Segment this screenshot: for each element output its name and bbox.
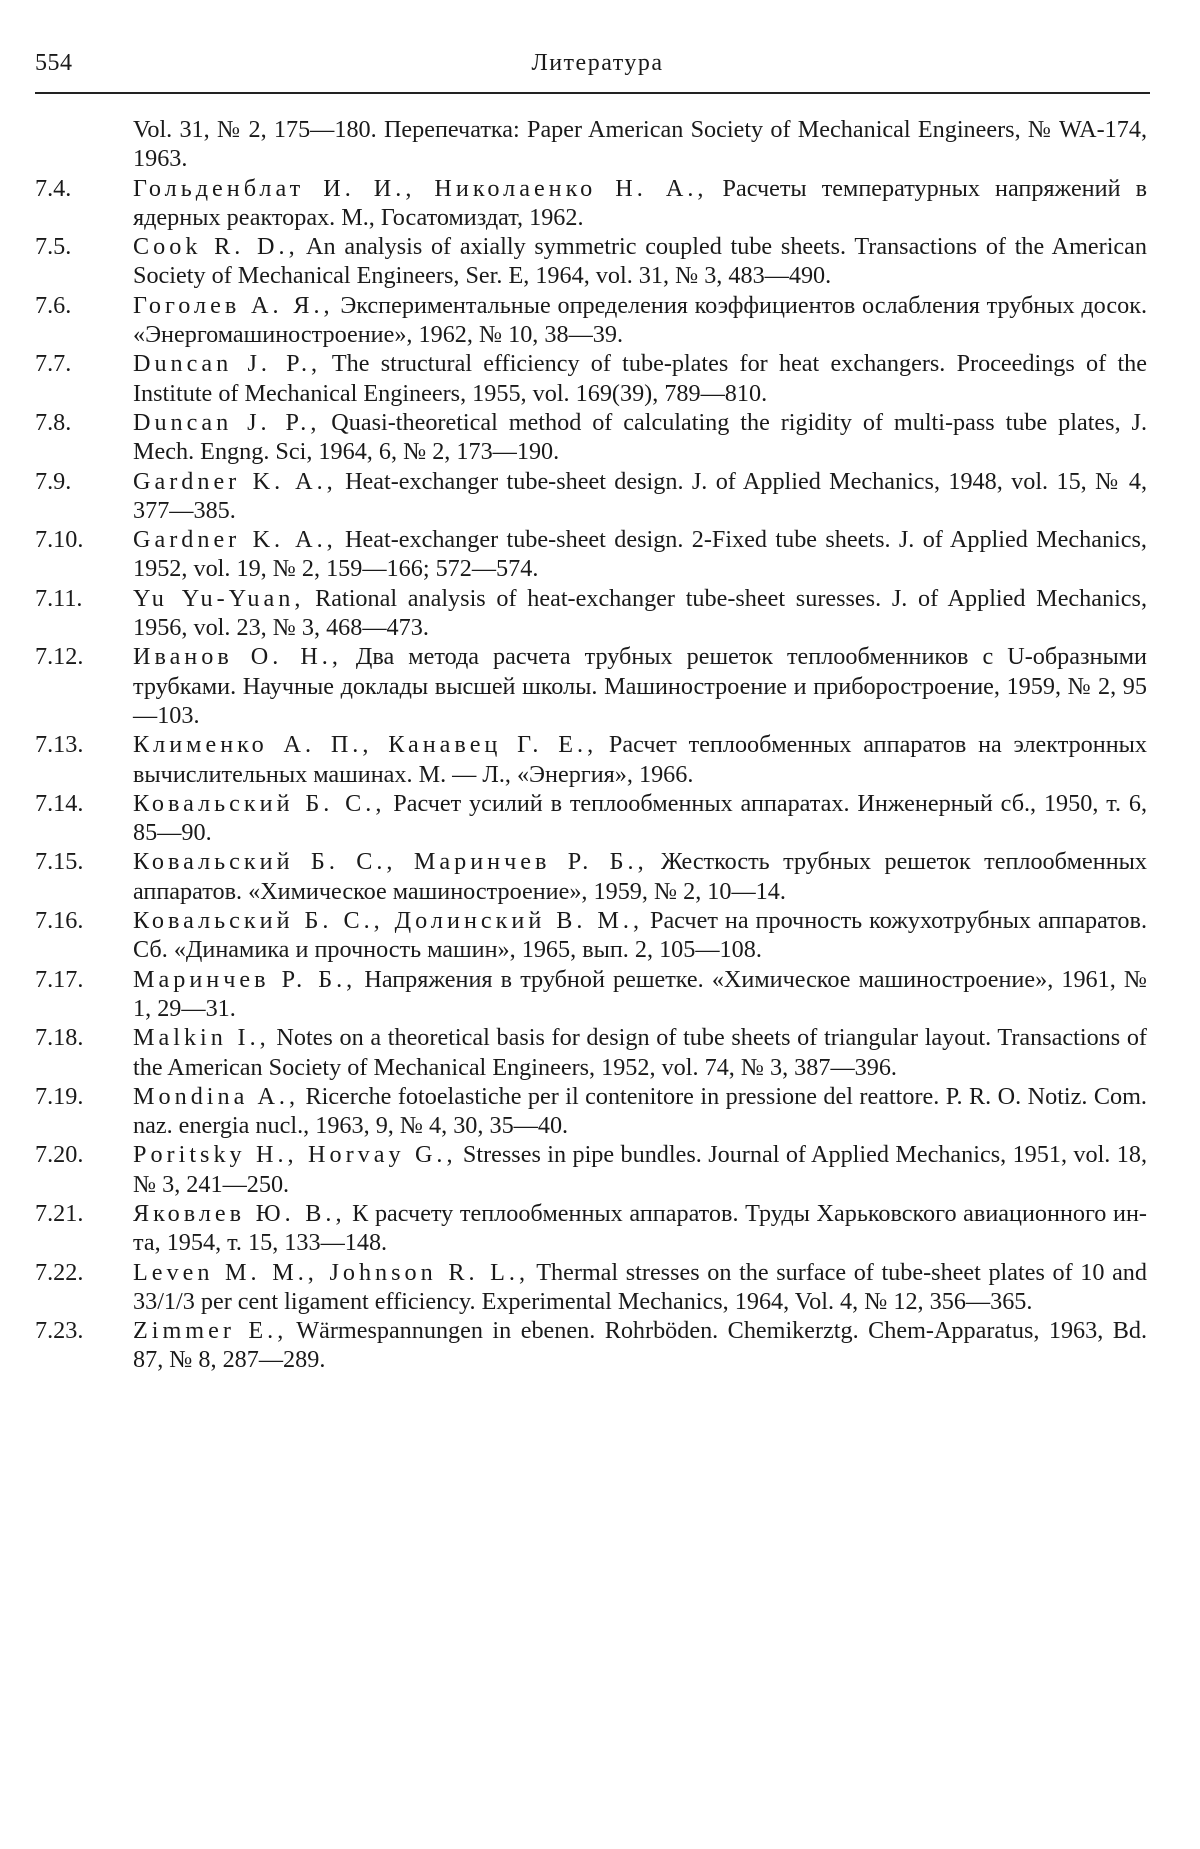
reference-text: К расчету теплообменных аппаратов. Труды Харьковского авиационного ин-та, 1954, т. 15, 133—148. bbox=[133, 1199, 1147, 1257]
reference-list bbox=[35, 115, 1147, 1375]
reference-item bbox=[35, 1023, 1147, 1082]
reference-item bbox=[35, 847, 1147, 906]
reference-item bbox=[35, 642, 1147, 730]
reference-authors: Malkin I., bbox=[133, 1024, 270, 1052]
reference-authors: Gardner K. A., bbox=[133, 467, 337, 495]
reference-item bbox=[35, 1140, 1147, 1199]
reference-number: 7.14. bbox=[35, 789, 84, 817]
header-rule bbox=[35, 92, 1150, 94]
reference-text: Stresses in pipe bundles. Journal of Applied Mechanics, 1951, vol. 18, № 3, 241—250. bbox=[133, 1141, 1147, 1198]
reference-item bbox=[35, 232, 1147, 291]
reference-authors: Cook R. D., bbox=[133, 233, 299, 261]
reference-text: Vol. 31, № 2, 175—180. Перепечатка: Paper American Society of Mechanical Engineers, № WA-174, 1963. bbox=[133, 116, 1147, 173]
reference-text: The structural efficiency of tube-plates for heat exchangers. Proceedings of the Institute of Mechanical Engineers, 1955, vol. 169(39), 789—810. bbox=[133, 350, 1147, 407]
reference-item bbox=[35, 1258, 1147, 1317]
reference-number: 7.16. bbox=[35, 907, 84, 935]
reference-authors: Poritsky H., Horvay G., bbox=[133, 1141, 457, 1169]
reference-text: Heat-exchanger tube-sheet design. J. of Applied Mechanics, 1948, vol. 15, № 4, 377—385. bbox=[133, 467, 1147, 524]
reference-authors: Ковальский Б. С., bbox=[133, 789, 386, 817]
reference-authors: Duncan J. P., bbox=[133, 350, 322, 378]
reference-number: 7.21. bbox=[35, 1199, 84, 1227]
reference-item bbox=[35, 1082, 1147, 1141]
reference-authors: Маринчев Р. Б., bbox=[133, 965, 357, 993]
reference-number: 7.20. bbox=[35, 1141, 84, 1169]
reference-number: 7.9. bbox=[35, 467, 72, 495]
reference-authors: Гоголев А. Я., bbox=[133, 291, 334, 319]
reference-text: Расчеты температурных напряжений в ядерных реакторах. М., Госатомиздат, 1962. bbox=[133, 174, 1147, 231]
reference-number: 7.15. bbox=[35, 848, 84, 876]
reference-authors: Duncan J. P., bbox=[133, 408, 321, 436]
reference-text: Расчет на прочность кожухотрубных аппаратов. Сб. «Динамика и прочность машин», 1965, вып. 2, 105—108. bbox=[133, 907, 1147, 964]
reference-text: Wärmespannungen in ebenen. Rohrböden. Chemikerztg. Chem-Apparatus, 1963, Bd. 87, № 8, 287—289. bbox=[133, 1317, 1148, 1374]
reference-number: 7.8. bbox=[35, 408, 72, 436]
reference-authors: Гольденблат И. И., Николаенко Н. А., bbox=[133, 174, 708, 202]
reference-number: 7.11. bbox=[35, 584, 83, 612]
reference-text: Экспериментальные определения коэффициентов ослабления трубных досок. «Энергомашиностроение», 1962, № 10, 38—39. bbox=[133, 291, 1147, 349]
reference-authors: Иванов О. Н., bbox=[133, 643, 342, 671]
reference-number: 7.18. bbox=[35, 1024, 84, 1052]
reference-authors: Ковальский Б. С., Маринчев Р. Б., bbox=[133, 848, 648, 876]
reference-item bbox=[35, 1199, 1147, 1258]
reference-number: 7.7. bbox=[35, 350, 72, 378]
reference-authors: Mondina A., bbox=[133, 1082, 300, 1110]
reference-text: Два метода расчета трубных решеток теплообменников с U-образными трубками. Научные доклады высшей школы. Машиностроение и приборостроение, 1959, № 2, 95—103. bbox=[133, 643, 1147, 729]
page-header bbox=[35, 50, 1160, 86]
reference-authors: Gardner K. A., bbox=[133, 526, 337, 554]
running-title: Литература bbox=[531, 50, 664, 76]
reference-text: Rational analysis of heat-exchanger tube-sheet suresses. J. of Applied Mechanics, 1956, vol. 23, № 3, 468—473. bbox=[133, 584, 1147, 642]
reference-item bbox=[35, 584, 1147, 643]
reference-number: 7.19. bbox=[35, 1082, 84, 1110]
reference-text: Ricerche fotoelastiche per il contenitore in pressione del reattore. P. R. O. Notiz. Com. naz. energia nucl., 1963, 9, № 4, 30, 35—40. bbox=[133, 1082, 1147, 1140]
reference-number: 7.6. bbox=[35, 291, 72, 319]
reference-authors: Leven M. M., Johnson R. L., bbox=[133, 1258, 530, 1286]
reference-item bbox=[35, 906, 1147, 965]
reference-text: Heat-exchanger tube-sheet design. 2-Fixed tube sheets. J. of Applied Mechanics, 1952, vol. 19, № 2, 159—166; 572—574. bbox=[133, 526, 1147, 583]
reference-text: An analysis of axially symmetric coupled tube sheets. Transactions of the American Society of Mechanical Engineers, Ser. E, 1964, vol. 31, № 3, 483—490. bbox=[133, 233, 1147, 290]
reference-text: Жесткость трубных решеток теплообменных аппаратов. «Химическое машиностроение», 1959, № 2, 10—14. bbox=[133, 848, 1147, 905]
reference-text: Напряжения в трубной решетке. «Химическое машиностроение», 1961, № 1, 29—31. bbox=[133, 965, 1147, 1022]
reference-text: Quasi-theoretical method of calculating the rigidity of multi-pass tube plates, J. Mech. Engng. Sci, 1964, 6, № 2, 173—190. bbox=[133, 408, 1147, 466]
reference-authors: Ковальский Б. С., Долинский В. М., bbox=[133, 907, 644, 935]
reference-item bbox=[35, 525, 1147, 584]
reference-item bbox=[35, 789, 1147, 848]
reference-text: Расчет теплообменных аппаратов на электронных вычислительных машинах. М. — Л., «Энергия», 1966. bbox=[133, 731, 1148, 788]
reference-authors: Яковлев Ю. В., bbox=[133, 1199, 346, 1227]
reference-number: 7.5. bbox=[35, 233, 72, 261]
reference-number: 7.13. bbox=[35, 731, 84, 759]
reference-number: 7.22. bbox=[35, 1258, 84, 1286]
reference-authors: Yu Yu-Yuan, bbox=[133, 584, 305, 612]
reference-authors: Zimmer E., bbox=[133, 1317, 288, 1345]
reference-item bbox=[35, 115, 1147, 174]
reference-item bbox=[35, 965, 1147, 1024]
reference-number: 7.17. bbox=[35, 965, 84, 993]
reference-number: 7.12. bbox=[35, 643, 84, 671]
reference-text: Notes on a theoretical basis for design of tube sheets of triangular layout. Transactions of the American Society of Mechanical Engineers, 1952, vol. 74, № 3, 387—396. bbox=[133, 1024, 1147, 1081]
reference-text: Расчет усилий в теплообменных аппаратах. Инженерный сб., 1950, т. 6, 85—90. bbox=[133, 789, 1147, 847]
reference-authors: Клименко А. П., Канавец Г. Е., bbox=[133, 731, 598, 759]
reference-text: Thermal stresses on the surface of tube-sheet plates of 10 and 33/1/3 per cent ligament efficiency. Experimental Mechanics, 1964, Vol. 4, № 12, 356—365. bbox=[133, 1258, 1147, 1315]
reference-item bbox=[35, 408, 1147, 467]
reference-item bbox=[35, 467, 1147, 526]
page-number: 554 bbox=[35, 50, 73, 76]
reference-item bbox=[35, 291, 1147, 350]
reference-number: 7.23. bbox=[35, 1317, 84, 1345]
reference-number: 7.4. bbox=[35, 174, 72, 202]
reference-item bbox=[35, 730, 1147, 789]
reference-item bbox=[35, 1316, 1147, 1375]
reference-number: 7.10. bbox=[35, 526, 84, 554]
reference-item bbox=[35, 349, 1147, 408]
reference-item bbox=[35, 174, 1147, 233]
